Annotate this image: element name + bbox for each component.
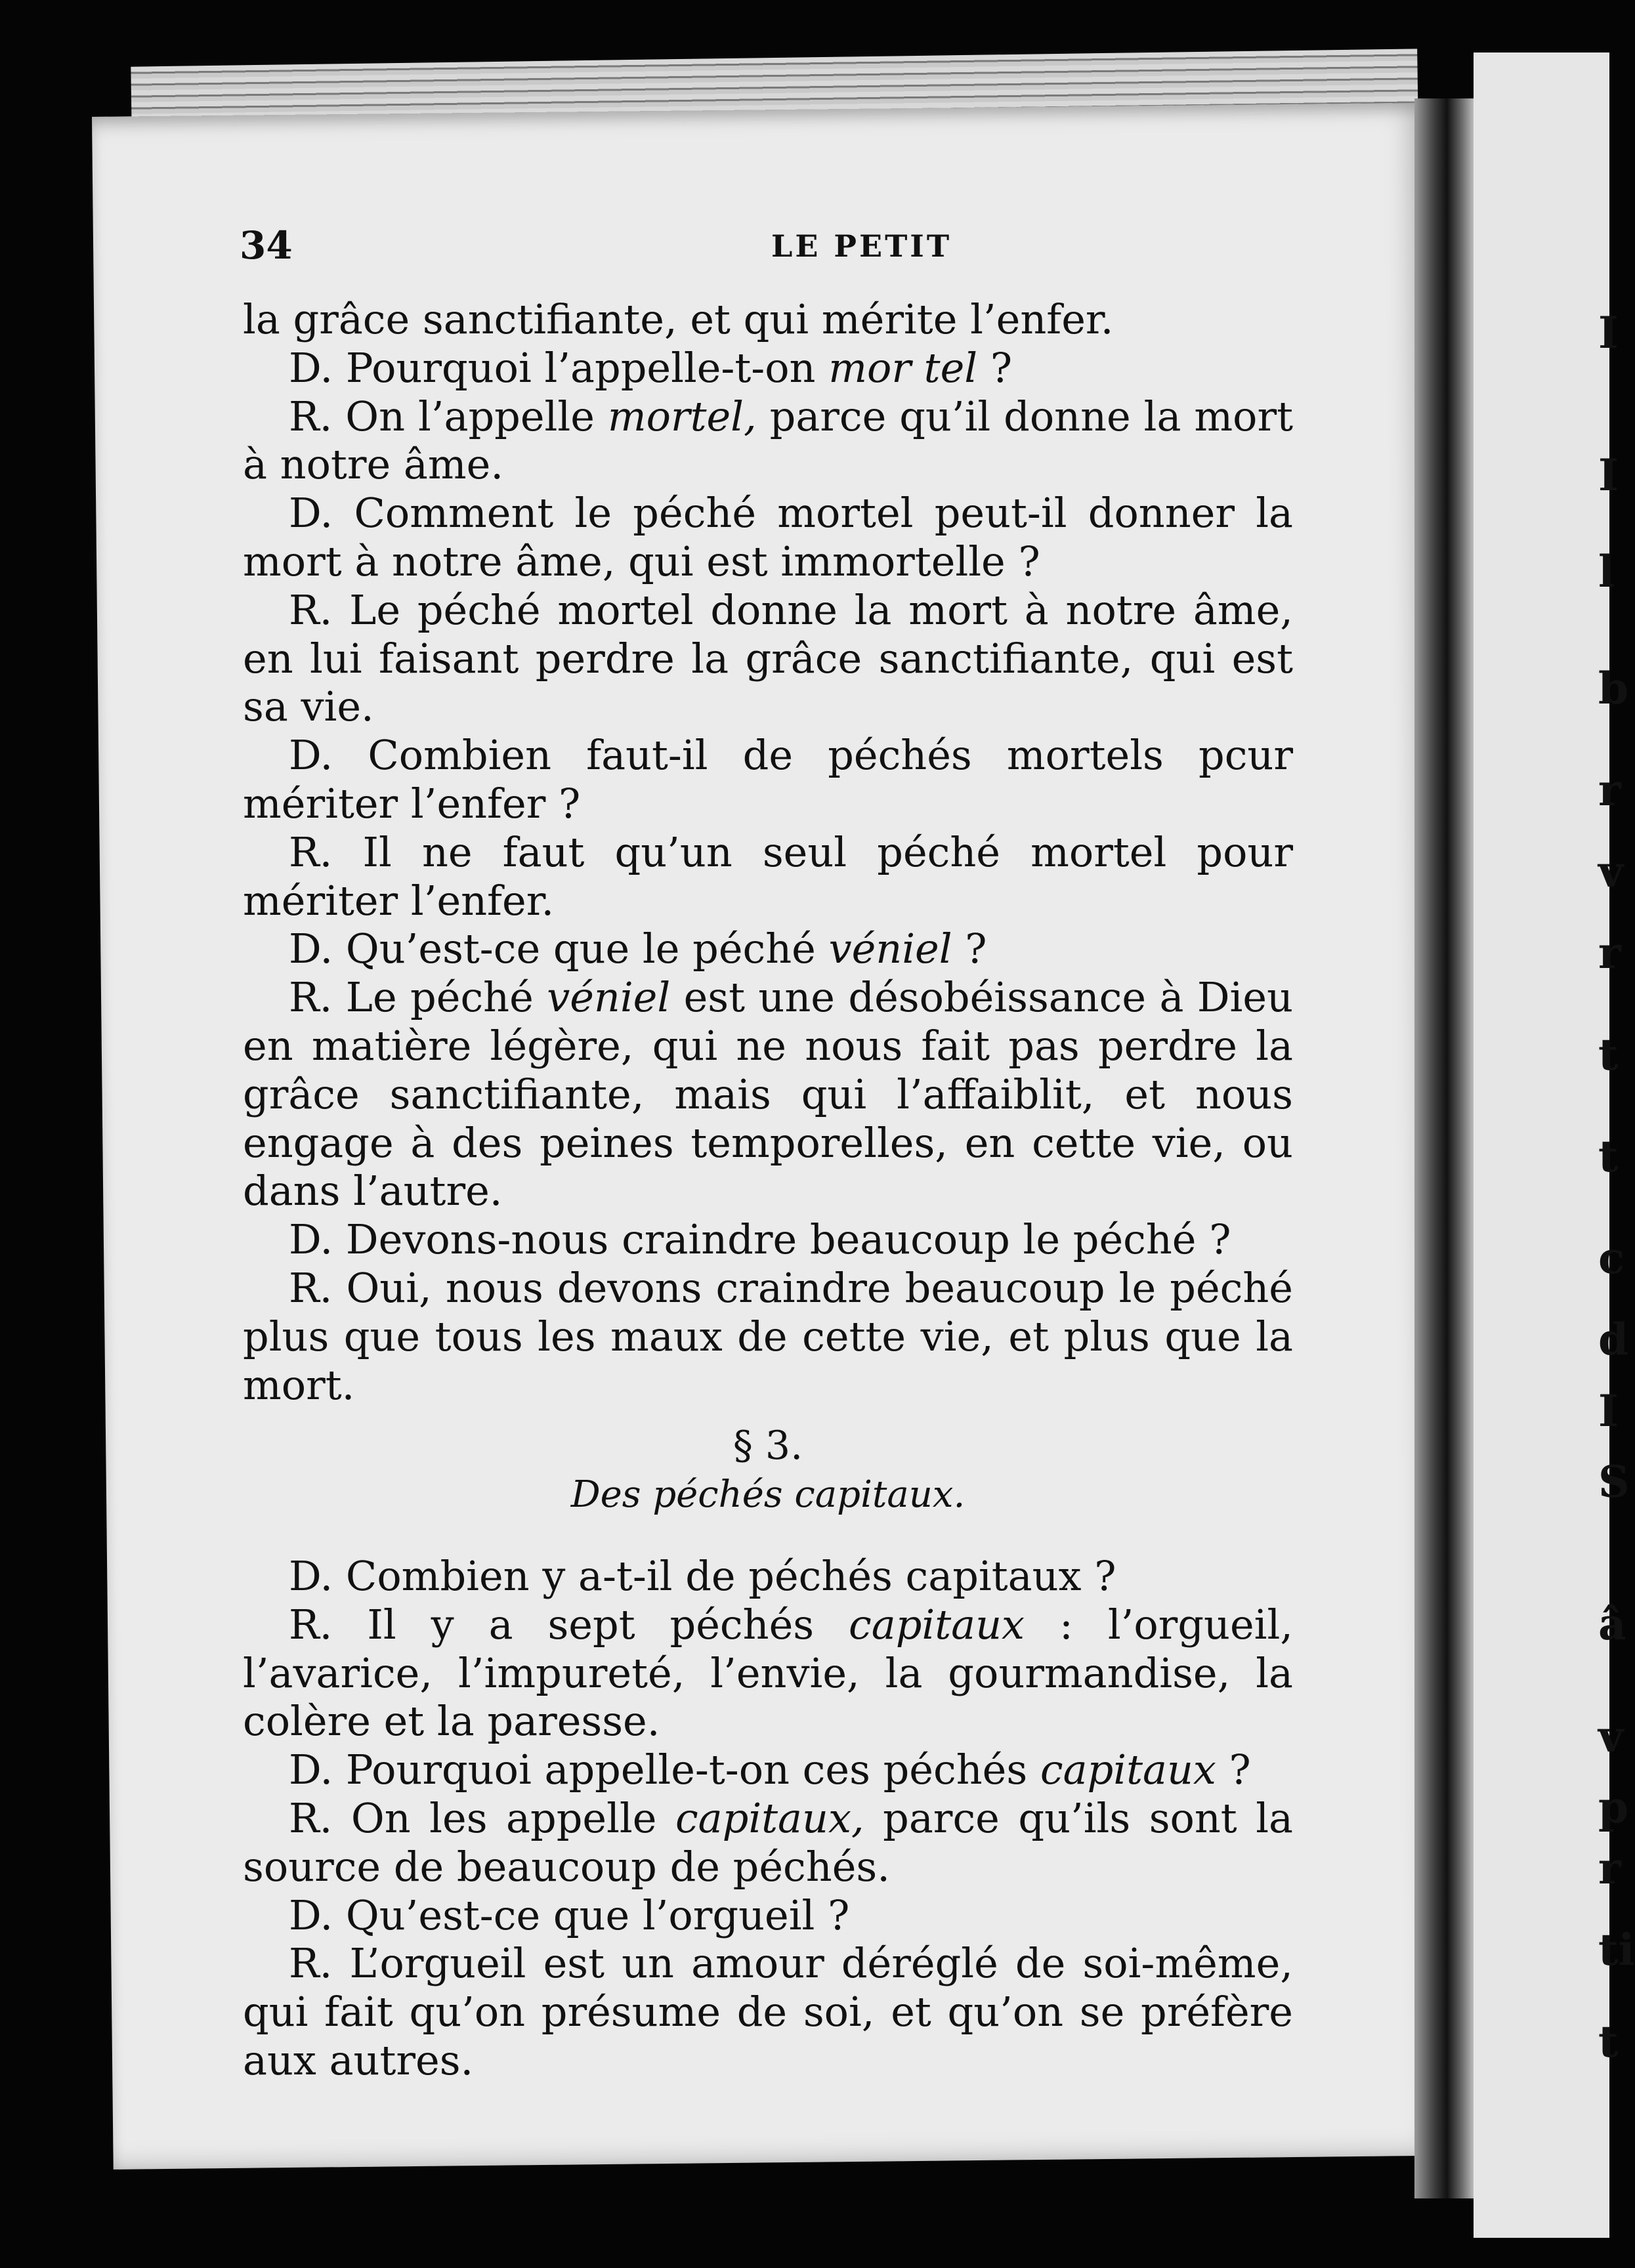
page-header [148, 217, 1329, 276]
qa-paragraph [243, 489, 1293, 586]
page-number: 34 [240, 223, 293, 268]
italic-term: mortel, [607, 392, 757, 440]
qa-paragraph [243, 1552, 1293, 1601]
text-run: ? [1216, 1746, 1251, 1794]
italic-term: véniel [828, 925, 952, 973]
facing-page-fragment: r [1598, 927, 1621, 978]
book-gutter [1414, 98, 1474, 2198]
italic-term: capitaux [1040, 1746, 1216, 1794]
facing-page-fragment: p [1598, 1782, 1629, 1833]
qa-paragraph [243, 828, 1293, 925]
text-run: R. Le péché [289, 973, 547, 1022]
qa-paragraph [243, 973, 1293, 1215]
facing-page-fragment: S [1598, 1456, 1630, 1507]
qa-paragraph [243, 1215, 1293, 1264]
italic-term: capitaux, [675, 1794, 864, 1842]
text-run: est une désobéissance à Dieu en matière légère, qui ne nous fait pas perdre la grâce sanctifiante, mais qui l’affaiblit, et nous engage à des peines temporelles, en cette vie, ou dans l’autre. [243, 973, 1293, 1215]
text-run: D. Qu’est-ce que l’orgueil ? [289, 1891, 850, 1939]
facing-page-fragment: I [1598, 1385, 1619, 1437]
text-run: R. Oui, nous devons craindre beaucoup le péché plus que tous les maux de cette vie, et plus que la mort. [243, 1263, 1293, 1409]
qa-paragraph [243, 1601, 1293, 1746]
facing-page-fragment: I [1598, 306, 1619, 358]
qa-paragraph [243, 392, 1293, 490]
facing-page-fragment: c [1598, 1232, 1625, 1284]
facing-page-fragment: d [1598, 1314, 1629, 1365]
italic-term: véniel [547, 973, 671, 1022]
text-run: ? [977, 343, 1013, 392]
text-run: R. On l’appelle [289, 392, 608, 440]
facing-page-fragment: l [1598, 545, 1615, 597]
facing-page-fragment: t [1598, 1029, 1619, 1080]
running-title: LE PETIT [771, 228, 952, 264]
text-run: ? [952, 925, 987, 973]
paragraph-list [243, 295, 1293, 1409]
text-run: R. Il y a sept péchés [289, 1600, 849, 1648]
section-number: § 3. [733, 1423, 803, 1469]
text-run: R. Il ne faut qu’un seul péché mortel pour mériter l’enfer. [243, 828, 1293, 925]
section-title: Des péchés capitaux. [570, 1473, 966, 1517]
body-text [243, 295, 1293, 2085]
facing-page-fragment: v [1598, 1710, 1624, 1762]
qa-paragraph [243, 731, 1293, 828]
text-run: parce qu’ils sont la source de beaucoup de péchés. [243, 1794, 1293, 1891]
text-run: R. Le péché mortel donne la mort à notre âme, en lui faisant perdre la grâce sanctifiante, qui est sa vie. [243, 585, 1293, 731]
text-run: D. Pourquoi appelle-t-on ces péchés [289, 1746, 1040, 1794]
facing-page-fragment: v [1598, 846, 1624, 897]
qa-paragraph [243, 1939, 1293, 2084]
text-run: parce qu’il donne la mort à notre âme. [243, 392, 1293, 489]
italic-term: mor tel [828, 343, 978, 392]
facing-page [1474, 52, 1635, 2238]
qa-paragraph [243, 1746, 1293, 1794]
text-run: D. Combien faut-il de péchés mortels pcur mériter l’enfer ? [243, 731, 1293, 828]
qa-paragraph [243, 1264, 1293, 1409]
facing-page-fragment: r [1598, 1843, 1621, 1894]
continuation-line: la grâce sanctifiante, et qui mérite l’enfer. [243, 295, 1114, 343]
facing-page-fragment: ti [1598, 1924, 1635, 1975]
facing-page-fragment: I [1598, 449, 1619, 501]
text-run: D. Combien y a-t-il de péchés capitaux ? [289, 1551, 1116, 1600]
italic-term: capitaux [849, 1600, 1025, 1648]
text-run: D. Pourquoi l’appelle-t-on [289, 343, 829, 392]
facing-page-fragment: â [1598, 1599, 1626, 1650]
text-run: D. Comment le péché mortel peut-il donner la mort à notre âme, qui est immortelle ? [243, 489, 1293, 585]
qa-paragraph [243, 1794, 1293, 1891]
text-run: R. On les appelle [289, 1794, 675, 1842]
text-run: R. L’orgueil est un amour déréglé de soi-même, qui fait qu’on présume de soi, et qu’on se préfère aux autres. [243, 1939, 1293, 2084]
qa-paragraph [243, 344, 1293, 392]
qa-paragraph [243, 1891, 1293, 1940]
text-run: D. Qu’est-ce que le péché [289, 925, 829, 973]
facing-page-fragment: r [1598, 765, 1621, 816]
section-paragraph-list [243, 1552, 1293, 2085]
facing-page-fragment: t [1598, 2015, 1619, 2067]
text-run: : l’orgueil, l’avarice, l’impureté, l’envie, la gourmandise, la colère et la paresse. [243, 1600, 1293, 1746]
facing-page-fragment: b [1598, 663, 1629, 714]
qa-paragraph [243, 586, 1293, 731]
facing-page-fragment: t [1598, 1131, 1619, 1182]
qa-paragraph [243, 925, 1293, 973]
text-run: D. Devons-nous craindre beaucoup le péché ? [289, 1215, 1231, 1264]
